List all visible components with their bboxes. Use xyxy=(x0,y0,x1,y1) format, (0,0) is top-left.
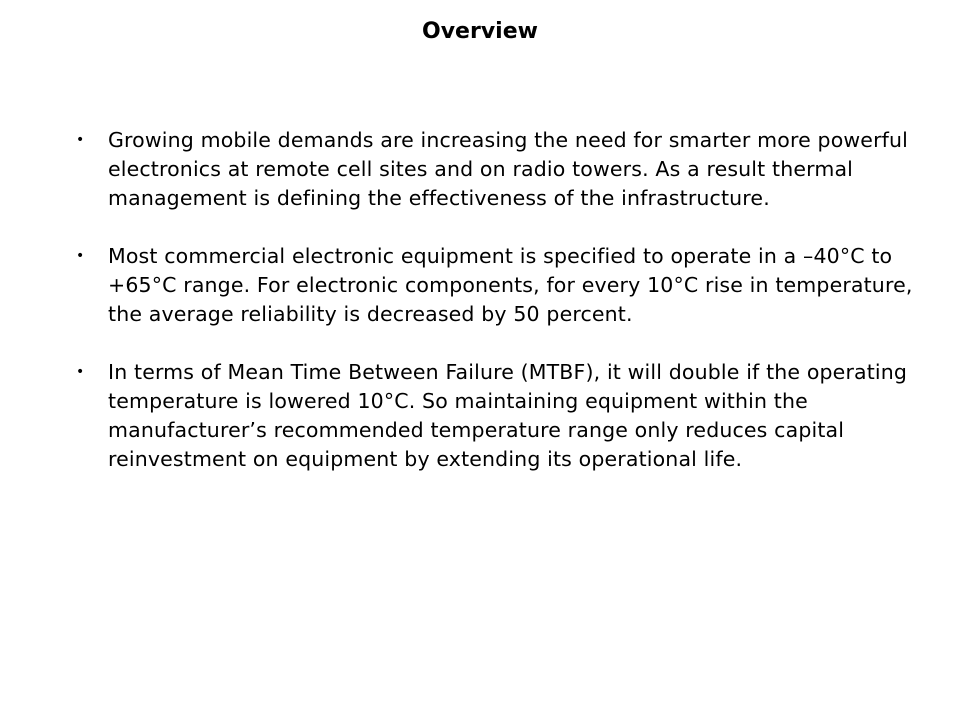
bullet-item-operating-range xyxy=(70,242,930,329)
bullet-icon: • xyxy=(76,364,85,380)
bullet-icon: • xyxy=(76,248,85,264)
bullet-icon: • xyxy=(76,132,85,148)
bullet-list xyxy=(70,126,930,503)
bullet-item-mtbf xyxy=(70,358,930,474)
bullet-text: In terms of Mean Time Between Failure (MTBF), it will double if the operating temperature is lowered 10°C. So maintaining equipment within the manufacturer’s recommended temperature range only reduces capital reinvestment on equipment by extending its operational life. xyxy=(108,360,908,471)
page-title: Overview xyxy=(422,19,538,44)
bullet-text: Growing mobile demands are increasing the need for smarter more powerful electronics at remote cell sites and on radio towers. As a result thermal management is defining the effectiveness of the infrastructure. xyxy=(108,128,908,210)
bullet-text: Most commercial electronic equipment is specified to operate in a –40°C to +65°C range. For electronic components, for every 10°C rise in temperature, the average reliability is decreased by 50 percent. xyxy=(108,244,913,326)
bullet-item-mobile-demands xyxy=(70,126,930,213)
